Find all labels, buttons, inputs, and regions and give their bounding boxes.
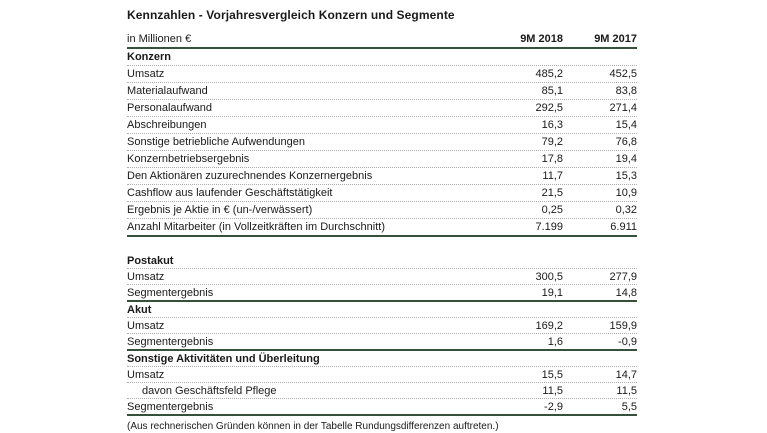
table-row — [127, 269, 637, 285]
section-gap — [127, 237, 637, 253]
value-9m2017: 83,8 — [615, 84, 637, 97]
value-9m2017: 15,3 — [615, 169, 637, 182]
row-label: Ergebnis je Aktie in € (un-/verwässert) — [127, 203, 313, 216]
row-label: Umsatz — [127, 368, 165, 381]
row-label: Cashflow aus laufender Geschäftstätigkeit — [127, 186, 333, 199]
section-title: Sonstige Aktivitäten und Überleitung — [127, 352, 320, 365]
section-title: Akut — [127, 303, 152, 316]
row-label: davon Geschäftsfeld Pflege — [142, 384, 277, 397]
value-9m2018: 19,1 — [541, 286, 563, 299]
value-9m2018: 16,3 — [541, 118, 563, 131]
unit-label: in Millionen € — [127, 33, 192, 45]
section-title: Konzern — [127, 50, 171, 63]
value-9m2018: 7.199 — [535, 220, 563, 233]
table-row — [127, 66, 637, 83]
value-9m2018: 1,6 — [547, 335, 563, 348]
value-9m2017: 10,9 — [615, 186, 637, 199]
row-label: Materialaufwand — [127, 84, 208, 97]
value-9m2018: 300,5 — [535, 270, 563, 283]
section-title: Postakut — [127, 254, 174, 267]
table-row — [127, 334, 637, 351]
value-9m2017: 452,5 — [609, 67, 637, 80]
value-9m2018: 79,2 — [541, 135, 563, 148]
value-9m2017: 277,9 — [609, 270, 637, 283]
row-label: Sonstige betriebliche Aufwendungen — [127, 135, 305, 148]
page-title: Kennzahlen - Vorjahresvergleich Konzern und Segmente — [127, 8, 455, 22]
table-row — [127, 100, 637, 117]
section-header-akut — [127, 302, 637, 318]
value-9m2018: 485,2 — [535, 67, 563, 80]
table-row — [127, 367, 637, 383]
row-label: Umsatz — [127, 319, 165, 332]
row-label: Segmentergebnis — [127, 335, 214, 348]
table-row — [127, 383, 637, 399]
value-9m2017: -0,9 — [618, 335, 637, 348]
financial-report-table — [127, 8, 637, 433]
section-header-sonstige — [127, 351, 637, 367]
value-9m2017: 14,7 — [615, 368, 637, 381]
row-label: Abschreibungen — [127, 118, 207, 131]
value-9m2018: 15,5 — [541, 368, 563, 381]
table-row — [127, 185, 637, 202]
column-header-9m2018: 9M 2018 — [520, 33, 563, 45]
value-9m2017: 14,8 — [615, 286, 637, 299]
value-9m2018: 0,25 — [541, 203, 563, 216]
table-row — [127, 285, 637, 302]
table-row — [127, 318, 637, 334]
table-header-row — [127, 30, 637, 49]
value-9m2018: 292,5 — [535, 101, 563, 114]
table-row — [127, 151, 637, 168]
value-9m2017: 271,4 — [609, 101, 637, 114]
section-header-konzern — [127, 49, 637, 66]
row-label: Umsatz — [127, 67, 165, 80]
row-label: Personalaufwand — [127, 101, 213, 114]
value-9m2018: 85,1 — [541, 84, 563, 97]
rounding-footnote: (Aus rechnerischen Gründen können in der Tabelle Rundungsdifferenzen auftreten.) — [127, 421, 499, 432]
value-9m2018: 11,7 — [542, 169, 563, 182]
value-9m2017: 15,4 — [615, 118, 637, 131]
table-row — [127, 117, 637, 134]
row-label: Segmentergebnis — [127, 400, 214, 413]
row-label: Umsatz — [127, 270, 165, 283]
row-label: Den Aktionären zuzurechnendes Konzernergebnis — [127, 169, 373, 182]
value-9m2018: -2,9 — [544, 400, 563, 413]
table-row — [127, 219, 637, 237]
value-9m2017: 0,32 — [615, 203, 637, 216]
value-9m2017: 5,5 — [621, 400, 637, 413]
table-row — [127, 83, 637, 100]
table-row — [127, 168, 637, 185]
value-9m2018: 169,2 — [535, 319, 563, 332]
value-9m2018: 17,8 — [541, 152, 563, 165]
value-9m2017: 6.911 — [610, 220, 637, 233]
section-header-postakut — [127, 253, 637, 269]
table-row — [127, 202, 637, 219]
value-9m2017: 11,5 — [616, 384, 637, 397]
table-row — [127, 134, 637, 151]
value-9m2017: 19,4 — [615, 152, 637, 165]
row-label: Segmentergebnis — [127, 286, 214, 299]
row-label: Anzahl Mitarbeiter (in Vollzeitkräften im Durchschnitt) — [127, 220, 385, 233]
table-row — [127, 399, 637, 416]
value-9m2018: 21,5 — [541, 186, 563, 199]
row-label: Konzernbetriebsergebnis — [127, 152, 250, 165]
value-9m2017: 159,9 — [609, 319, 637, 332]
column-header-9m2017: 9M 2017 — [594, 33, 637, 45]
value-9m2018: 11,5 — [542, 384, 563, 397]
value-9m2017: 76,8 — [615, 135, 637, 148]
